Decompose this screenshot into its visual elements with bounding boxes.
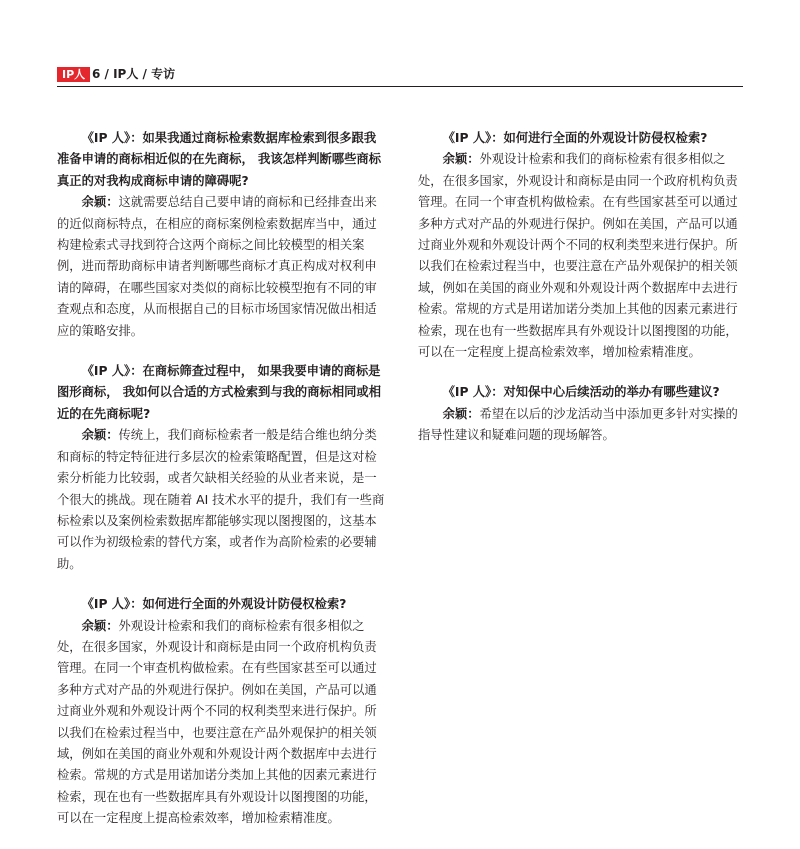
question: 《IP 人》：如何进行全面的外观设计防侵权检索?: [442, 131, 708, 145]
answer: [57, 425, 387, 575]
qa-block: [57, 128, 387, 342]
question: 《IP 人》：在商标筛查过程中， 如果我要申请的商标是图形商标， 我如何以合适的方式检索到与我的商标相同或相近的在先商标呢?: [57, 364, 382, 421]
right-column: [418, 128, 748, 466]
question: 《IP 人》：如何进行全面的外观设计防侵权检索?: [81, 597, 347, 612]
qa-block: [418, 382, 748, 446]
left-column: [57, 128, 387, 849]
answer: [57, 616, 387, 830]
qa-block: [57, 594, 387, 829]
answer-text: 希望在以后的沙龙活动当中添加更多针对实操的指导性建议和疑难问题的现场解答。: [418, 406, 738, 443]
answer-text: 外观设计检索和我们的商标检索有很多相似之处，在很多国家，外观设计和商标是由同一个政府机构负责管理。在同一个审查机构做检索。在有些国家甚至可以通过多种方式对产品的外观进行保护。例如在美国，产品可以通过商业外观和外观设计两个不同的权利类型来进行保护。所以我们在检索过程当中，也要注意在产品外观保护的相关领域，例如在美国的商业外观和外观设计两个数据库中去进行检索。常规的方式是用诺加诺分类加上其他的因素元素进行检索，现在也有一些数据库具有外观设计以图搜图的功能，可以在一定程度上提高检索效率，增加检索精准度。: [418, 152, 738, 360]
answer-text: 传统上，我们商标检索者一般是结合维也纳分类和商标的特定特征进行多层次的检索策略配置，但是这对检索分析能力比较弱，或者欠缺相关经验的从业者来说，是一个很大的挑战。现在随着 AI 技术水平的提升，我们有一些商标检索以及案例检索数据库都能够实现以图搜图的，这基本可以作为初级检索的替代方案，或者作为高阶检索的必要辅助。: [57, 428, 385, 571]
question: 《IP 人》：对知保中心后续活动的举办有哪些建议?: [442, 385, 720, 400]
magazine-logo: IP人: [57, 67, 90, 82]
answer: [57, 192, 387, 342]
answer-text: 这就需要总结自己要申请的商标和已经排查出来的近似商标特点，在相应的商标案例检索数据库当中，通过构建检索式寻找到符合这两个商标之间比较模型的相关案例，进而帮助商标申请者判断哪些商标才真正构成对权利申请的障碍，在哪些国家对类似的商标比较模型抱有不同的审查观点和态度，从而根据自己的目标市场国家情况做出相适应的策略安排。: [57, 195, 377, 338]
question: 《IP 人》：如果我通过商标检索数据库检索到很多跟我准备申请的商标相近似的在先商标， 我该怎样判断哪些商标真正的对我构成商标申请的障碍呢?: [57, 131, 382, 188]
header-rule: [57, 86, 743, 87]
running-head: 6 / IP人 / 专访: [92, 67, 176, 81]
speaker: 余颖：: [81, 428, 119, 443]
answer: [418, 149, 748, 363]
page-header: [57, 66, 743, 88]
answer: [418, 404, 748, 447]
qa-block: [57, 361, 387, 575]
speaker: 余颖：: [442, 406, 480, 421]
answer-text: 外观设计检索和我们的商标检索有很多相似之处，在很多国家，外观设计和商标是由同一个政府机构负责管理。在同一个审查机构做检索。在有些国家甚至可以通过多种方式对产品的外观进行保护。例如在美国，产品可以通过商业外观和外观设计两个不同的权利类型来进行保护。所以我们在检索过程当中，也要注意在产品外观保护的相关领域，例如在美国的商业外观和外观设计两个数据库中去进行检索。常规的方式是用诺加诺分类加上其他的因素元素进行检索，现在也有一些数据库具有外观设计以图搜图的功能，可以在一定程度上提高检索效率，增加检索精准度。: [57, 618, 377, 826]
speaker: 余颖：: [442, 152, 480, 167]
speaker: 余颖：: [81, 195, 119, 210]
speaker: 余颖：: [81, 618, 119, 633]
qa-block: [418, 128, 748, 363]
